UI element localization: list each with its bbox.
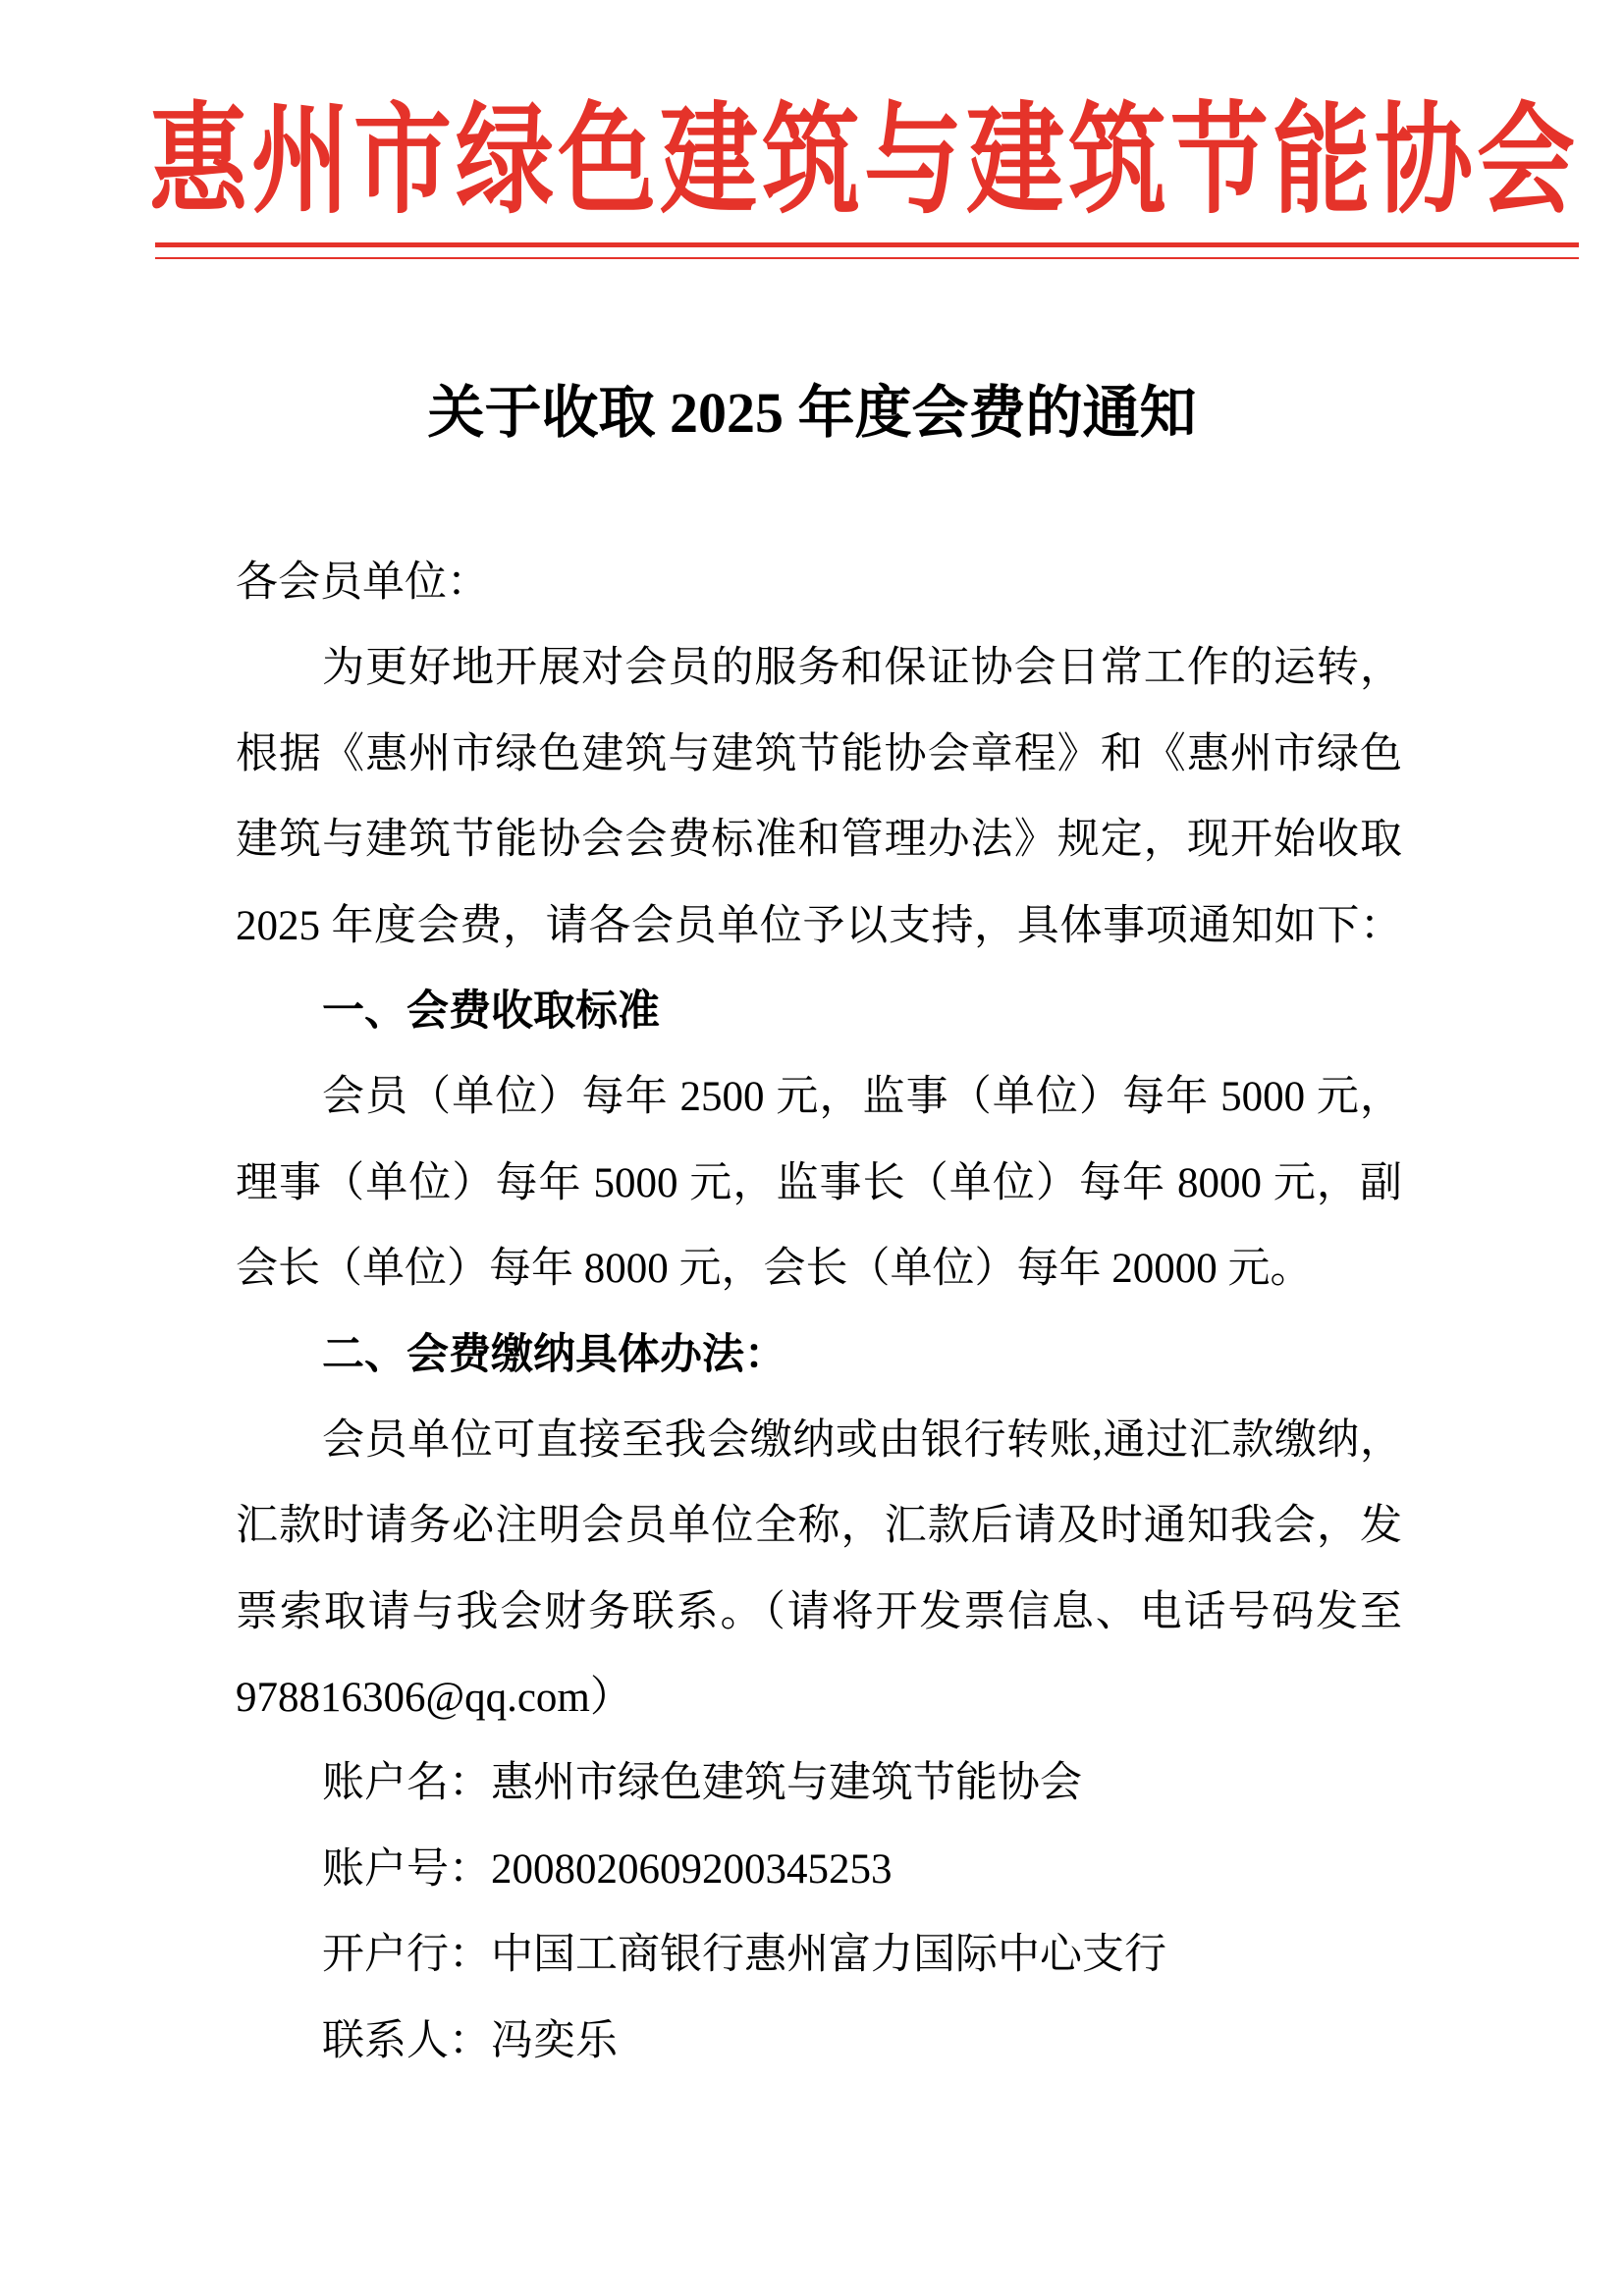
payment-method-email-line: 978816306@qq.com） bbox=[236, 1675, 632, 1722]
payment-method-line: 会员单位可直接至我会缴纳或由银行转账,通过汇款缴纳， bbox=[322, 1416, 1402, 1464]
intro-line: 为更好地开展对会员的服务和保证协会日常工作的运转， bbox=[322, 645, 1402, 692]
payment-method-paragraph bbox=[236, 1398, 1402, 1741]
bank-value: 中国工商银行惠州富力国际中心支行 bbox=[491, 1932, 1166, 1979]
intro-paragraph bbox=[236, 625, 1402, 969]
contact-row bbox=[236, 1999, 1402, 2084]
payment-method-line: 票索取请与我会财务联系。（请将开发票信息、电话号码发至 bbox=[236, 1588, 1402, 1635]
section-payment-method-heading: 二、会费缴纳具体办法： bbox=[322, 1329, 786, 1379]
intro-line: 根据《惠州市绿色建筑与建筑节能协会章程》和《惠州市绿色 bbox=[236, 730, 1402, 777]
account-number-row bbox=[236, 1827, 1402, 1912]
contact-value: 冯奕乐 bbox=[491, 2017, 618, 2064]
letterhead-org-name: 惠州市绿色建筑与建筑节能协会 bbox=[149, 93, 1579, 229]
fee-standard-line: 会长（单位）每年 8000 元，会长（单位）每年 20000 元。 bbox=[236, 1246, 1313, 1293]
bank-row bbox=[236, 1912, 1402, 1998]
fee-standard-line: 理事（单位）每年 5000 元，监事长（单位）每年 8000 元，副 bbox=[236, 1159, 1402, 1206]
intro-line: 建筑与建筑节能协会会费标准和管理办法》规定，现开始收取 bbox=[236, 817, 1402, 864]
account-number-label: 账户号： bbox=[322, 1845, 491, 1893]
account-name-label: 账户名： bbox=[322, 1760, 491, 1807]
payment-method-line: 汇款时请务必注明会员单位全称，汇款后请及时通知我会，发 bbox=[236, 1503, 1402, 1550]
letterhead-rule-thick bbox=[155, 242, 1579, 247]
account-number-value: 2008020609200345253 bbox=[491, 1845, 893, 1893]
letterhead-rule-thin bbox=[155, 257, 1579, 259]
notice-body bbox=[236, 540, 1402, 2084]
intro-line: 2025 年度会费，请各会员单位予以支持，具体事项通知如下： bbox=[236, 902, 1402, 949]
account-name-value: 惠州市绿色建筑与建筑节能协会 bbox=[491, 1760, 1082, 1807]
bank-label: 开户行： bbox=[322, 1932, 491, 1979]
fee-standard-line: 会员（单位）每年 2500 元，监事（单位）每年 5000 元， bbox=[322, 1074, 1402, 1121]
notice-title: 关于收取 2025 年度会费的通知 bbox=[427, 381, 1197, 445]
fee-standard-paragraph bbox=[236, 1054, 1402, 1311]
section-fee-standard-heading: 一、会费收取标准 bbox=[322, 986, 660, 1036]
contact-label: 联系人： bbox=[322, 2017, 491, 2064]
account-name-row bbox=[236, 1740, 1402, 1826]
salutation: 各会员单位： bbox=[236, 560, 489, 606]
